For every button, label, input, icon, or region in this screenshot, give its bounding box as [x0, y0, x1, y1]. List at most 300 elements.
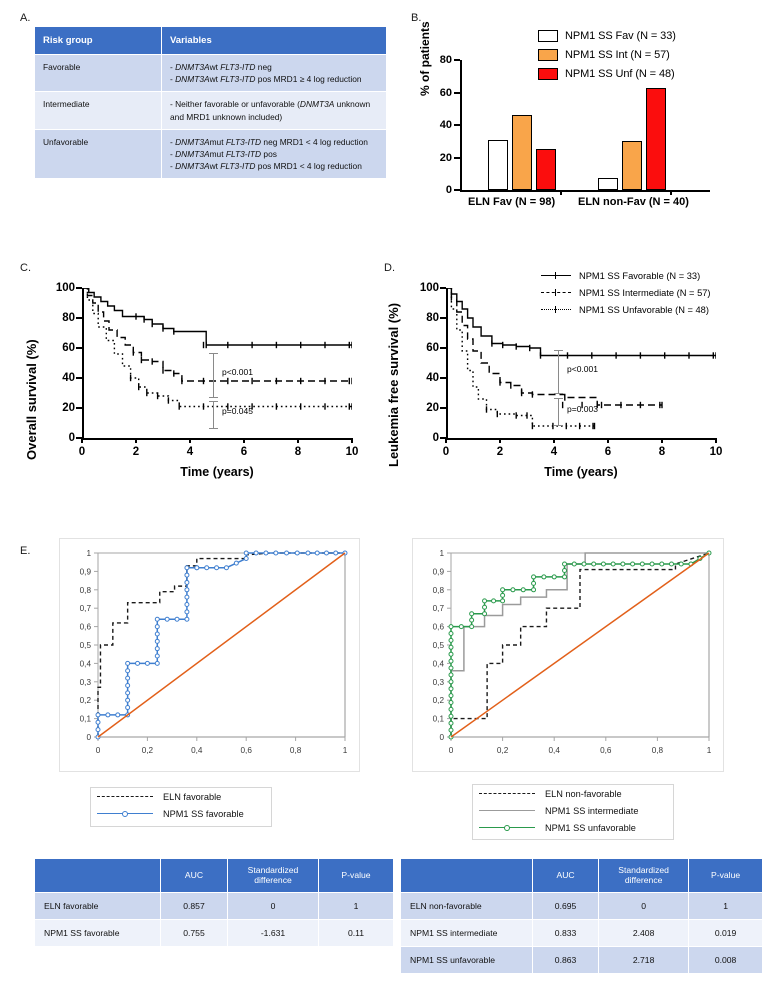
legend-label: ELN favorable	[163, 791, 222, 802]
panel-b-bar-chart	[418, 21, 750, 208]
roc-marker	[155, 632, 159, 636]
roc-marker	[449, 680, 453, 684]
x-tick-label: ELN Fav (N = 98)	[468, 196, 556, 208]
roc-marker	[96, 713, 100, 717]
roc-marker	[552, 575, 556, 579]
panel-b-letter: B.	[411, 12, 422, 24]
y-tick	[440, 377, 446, 379]
auc-right-table	[400, 858, 763, 974]
risk-group-favorable: Favorable	[35, 55, 162, 92]
panel-e-letter: E.	[20, 545, 31, 557]
roc-left-legend	[90, 787, 272, 827]
roc-marker	[145, 661, 149, 665]
y-tick	[76, 407, 82, 409]
table-row	[401, 946, 763, 973]
x-tick-label: 10	[709, 446, 723, 458]
roc-marker	[96, 728, 100, 732]
auc-left-row1-auc: 0.755	[161, 919, 228, 946]
x-tick	[297, 438, 299, 443]
auc-left-header-row	[35, 859, 394, 893]
roc-y-tick-label: 0,3	[432, 677, 444, 687]
roc-y-tick-label: 0,8	[432, 585, 444, 595]
y-tick	[454, 92, 460, 94]
roc-marker	[324, 551, 328, 555]
roc-marker	[582, 562, 586, 566]
roc-marker	[679, 562, 683, 566]
roc-marker	[449, 707, 453, 711]
y-tick	[454, 124, 460, 126]
roc-marker	[185, 603, 189, 607]
km-series-1	[82, 288, 352, 381]
roc-x-tick-label: 0,6	[600, 746, 612, 755]
km-series-0	[446, 288, 716, 356]
y-tick-label: 100	[419, 282, 439, 294]
legend-label: NPM1 SS Unfavorable (N = 48)	[579, 304, 709, 315]
variable-line: - DNMT3Amut FLT3-ITD pos	[170, 148, 277, 159]
roc-y-tick-label: 0	[86, 733, 91, 742]
bar-0-2	[536, 149, 556, 190]
legend-key-solid	[479, 806, 535, 816]
legend-item	[473, 819, 673, 836]
risk-table	[34, 26, 387, 179]
km-series-2	[82, 288, 352, 407]
roc-marker	[631, 562, 635, 566]
roc-marker	[449, 645, 453, 649]
roc-x-tick-label: 1	[342, 746, 348, 755]
roc-x-tick-label: 0	[448, 746, 454, 755]
roc-marker	[295, 551, 299, 555]
variable-line: - Neither favorable or unfavorable (DNMT3A unknown and MRD1 unknown included)	[170, 99, 371, 122]
roc-marker	[660, 562, 664, 566]
roc-x-tick-label: 0,8	[651, 746, 664, 755]
roc-marker	[563, 575, 567, 579]
roc-marker	[449, 673, 453, 677]
roc-marker	[155, 647, 159, 651]
roc-x-tick-label: 0,4	[548, 746, 560, 755]
y-tick-label: 20	[439, 151, 452, 164]
table-row	[401, 919, 763, 946]
legend-label: NPM1 SS Fav (N = 33)	[565, 29, 676, 42]
roc-y-tick-label: 0,3	[79, 677, 91, 687]
auc-left-row0-auc: 0.857	[161, 892, 228, 919]
km-d-x-axis	[446, 438, 716, 440]
roc-marker	[572, 562, 576, 566]
bar-1-1	[622, 141, 642, 190]
roc-marker	[264, 551, 268, 555]
roc-marker	[521, 588, 525, 592]
roc-marker	[155, 661, 159, 665]
auc-right-row0-auc: 0.695	[533, 892, 599, 919]
table-row	[35, 129, 387, 179]
roc-y-tick-label: 0,1	[432, 714, 444, 724]
roc-y-tick-label: 0,8	[79, 585, 91, 595]
y-tick	[440, 287, 446, 289]
roc-marker	[449, 652, 453, 656]
y-tick	[76, 377, 82, 379]
roc-y-tick-label: 1	[86, 549, 91, 558]
roc-marker	[185, 588, 189, 592]
risk-variables-favorable	[162, 55, 387, 92]
roc-marker	[449, 638, 453, 642]
y-tick	[76, 347, 82, 349]
legend-swatch-int	[538, 49, 558, 61]
roc-marker	[116, 713, 120, 717]
auc-left-header-blank	[35, 859, 161, 893]
legend-label: ELN non-favorable	[545, 788, 622, 799]
variable-line: - DNMT3Amut FLT3-ITD neg MRD1 < 4 log reduction	[170, 136, 368, 147]
km-series-1	[446, 288, 662, 405]
x-tick	[499, 438, 501, 443]
roc-x-tick-label: 0,2	[141, 746, 154, 755]
auc-right-header-sd: Standardized difference	[599, 859, 689, 893]
table-row	[35, 892, 394, 919]
roc-marker	[185, 580, 189, 584]
x-tick-label: 8	[658, 446, 666, 458]
roc-marker	[244, 557, 248, 561]
auc-left-row1-name: NPM1 SS favorable	[35, 919, 161, 946]
legend-item	[538, 26, 676, 45]
auc-right-row1-name: NPM1 SS intermediate	[401, 919, 533, 946]
legend-label: NPM1 SS favorable	[163, 808, 244, 819]
km-c-pvalue-bracket-2	[213, 401, 214, 429]
panel-c-letter: C.	[20, 262, 31, 274]
roc-marker	[244, 551, 248, 555]
y-tick-label: 80	[62, 312, 75, 324]
x-tick-label: 2	[132, 446, 140, 458]
roc-marker	[165, 617, 169, 621]
roc-marker	[640, 562, 644, 566]
legend-item	[473, 802, 673, 819]
km-d-x-axis-label: Time (years)	[544, 465, 618, 479]
roc-marker	[492, 599, 496, 603]
roc-y-tick-label: 0,2	[79, 696, 91, 706]
roc-marker	[501, 588, 505, 592]
roc-marker	[501, 593, 505, 597]
legend-item	[91, 788, 271, 805]
km-d-pvalue-bracket-1	[558, 350, 559, 394]
x-tick-label: 4	[550, 446, 558, 458]
y-tick-label: 40	[439, 119, 452, 131]
roc-marker	[285, 551, 289, 555]
risk-variables-intermediate	[162, 92, 387, 129]
y-tick	[76, 317, 82, 319]
km-series-0	[82, 288, 352, 345]
legend-label: NPM1 SS Intermediate (N = 57)	[579, 287, 711, 298]
legend-label: NPM1 SS Int (N = 57)	[565, 48, 670, 61]
x-tick-label: 6	[604, 446, 612, 458]
risk-group-table	[34, 26, 387, 179]
roc-left-svg	[60, 539, 359, 771]
x-tick	[445, 438, 447, 443]
roc-marker	[501, 599, 505, 603]
legend-key-solid	[97, 809, 153, 819]
y-tick-label: 0	[68, 432, 75, 444]
x-tick	[189, 438, 191, 443]
roc-marker	[215, 566, 219, 570]
legend-marker	[122, 811, 128, 817]
roc-marker	[185, 617, 189, 621]
roc-marker	[563, 568, 567, 572]
risk-variables-unfavorable	[162, 129, 387, 179]
legend-key-solid	[541, 271, 571, 281]
y-tick	[454, 157, 460, 159]
x-tick-label: 8	[294, 446, 302, 458]
km-c-y-axis-label: Overall survival (%)	[24, 339, 39, 460]
km-c-plot-area	[55, 282, 359, 458]
x-tick	[661, 438, 663, 443]
panel-d-letter: D.	[384, 262, 395, 274]
roc-y-tick-label: 0,7	[432, 604, 444, 614]
auc-right-row2-auc: 0.863	[533, 946, 599, 973]
roc-marker	[234, 561, 238, 565]
y-tick-label: 60	[426, 342, 439, 354]
roc-marker	[511, 588, 515, 592]
roc-marker	[611, 562, 615, 566]
bar-1-0	[598, 178, 618, 190]
km-c-pvalue-1: p<0.001	[222, 367, 253, 377]
legend-label: NPM1 SS unfavorable	[545, 822, 636, 833]
auc-right-header-p: P-value	[689, 859, 763, 893]
km-c-x-axis-label: Time (years)	[180, 465, 254, 479]
y-tick	[454, 59, 460, 61]
auc-right-header-auc: AUC	[533, 859, 599, 893]
roc-right-svg	[413, 539, 723, 771]
roc-x-tick-label: 0	[95, 746, 101, 755]
roc-marker	[126, 691, 130, 695]
risk-group-intermediate: Intermediate	[35, 92, 162, 129]
roc-marker	[155, 617, 159, 621]
auc-left-header-auc: AUC	[161, 859, 228, 893]
roc-marker	[185, 595, 189, 599]
panel-d-leukemia-free-survival	[384, 270, 759, 490]
x-tick-label: 4	[186, 446, 194, 458]
risk-group-unfavorable: Unfavorable	[35, 129, 162, 179]
panel-c-overall-survival	[20, 275, 380, 490]
bar-1-2	[646, 88, 666, 190]
roc-marker	[449, 701, 453, 705]
y-tick	[454, 189, 460, 191]
roc-marker	[470, 618, 474, 622]
roc-marker	[185, 566, 189, 570]
roc-marker	[306, 551, 310, 555]
roc-marker	[224, 566, 228, 570]
roc-y-tick-label: 0,9	[79, 567, 91, 577]
roc-marker	[483, 612, 487, 616]
x-tick	[715, 438, 717, 443]
risk-table-header-row	[35, 27, 387, 55]
roc-y-tick-label: 0,5	[79, 641, 91, 650]
auc-right-row2-sd: 2.718	[599, 946, 689, 973]
roc-marker	[126, 683, 130, 687]
auc-right-row0-sd: 0	[599, 892, 689, 919]
bar-0-0	[488, 140, 508, 190]
auc-table-left	[34, 858, 394, 947]
auc-left-row0-sd: 0	[228, 892, 319, 919]
x-tick	[243, 438, 245, 443]
bar-chart-y-axis-label: % of patients	[418, 21, 432, 96]
roc-y-tick-label: 0,1	[79, 714, 91, 724]
km-c-pvalue-bracket-1	[213, 353, 214, 398]
roc-marker	[195, 566, 199, 570]
roc-y-tick-label: 0	[439, 733, 444, 742]
y-tick-label: 0	[445, 184, 452, 196]
roc-marker	[470, 612, 474, 616]
table-row	[401, 892, 763, 919]
risk-table-header-variables: Variables	[162, 27, 387, 55]
auc-left-header-sd: Standardized difference	[228, 859, 319, 893]
roc-marker	[669, 562, 673, 566]
y-tick	[440, 407, 446, 409]
x-tick-label: 10	[345, 446, 359, 458]
roc-marker	[155, 625, 159, 629]
roc-x-tick-label: 0,8	[289, 746, 302, 755]
roc-marker	[315, 551, 319, 555]
variable-line: - DNMT3Awt FLT3-ITD pos MRD1 < 4 log reduction	[170, 161, 362, 172]
roc-marker	[175, 617, 179, 621]
roc-marker	[96, 720, 100, 724]
legend-swatch-fav	[538, 30, 558, 42]
y-tick-label: 0	[432, 432, 439, 444]
roc-marker	[126, 661, 130, 665]
roc-series-3	[451, 553, 709, 737]
km-c-curves	[82, 288, 352, 438]
auc-right-row2-name: NPM1 SS unfavorable	[401, 946, 533, 973]
roc-marker	[449, 687, 453, 691]
auc-left-row1-sd: -1.631	[228, 919, 319, 946]
auc-left-table	[34, 858, 394, 947]
table-row	[35, 919, 394, 946]
auc-left-row1-p: 0.11	[319, 919, 394, 946]
y-tick-label: 40	[62, 372, 75, 384]
y-tick-label: 80	[426, 312, 439, 324]
roc-marker	[274, 551, 278, 555]
table-row	[35, 92, 387, 129]
roc-marker	[592, 562, 596, 566]
y-tick	[76, 287, 82, 289]
roc-marker	[532, 588, 536, 592]
roc-y-tick-label: 0,4	[432, 659, 444, 669]
panel-a-letter: A.	[20, 12, 31, 24]
auc-right-row1-sd: 2.408	[599, 919, 689, 946]
auc-right-row1-p: 0.019	[689, 919, 763, 946]
legend-marker	[504, 825, 510, 831]
roc-y-tick-label: 0,6	[79, 622, 91, 632]
roc-marker	[449, 721, 453, 725]
roc-marker	[621, 562, 625, 566]
legend-item	[541, 267, 711, 284]
roc-marker	[126, 706, 130, 710]
y-tick	[440, 317, 446, 319]
auc-left-header-p: P-value	[319, 859, 394, 893]
roc-x-tick-label: 0,4	[191, 746, 203, 755]
km-d-pvalue-2: p=0.003	[567, 404, 598, 414]
x-tick	[351, 438, 353, 443]
roc-marker	[483, 605, 487, 609]
y-tick-label: 20	[426, 402, 439, 414]
legend-label: NPM1 SS Favorable (N = 33)	[579, 270, 701, 281]
x-tick-label: 2	[496, 446, 504, 458]
roc-chart-right	[412, 538, 724, 772]
roc-marker	[532, 581, 536, 585]
legend-key-dashed	[479, 789, 535, 799]
legend-label: NPM1 SS Unf (N = 48)	[565, 67, 675, 80]
roc-marker	[126, 669, 130, 673]
auc-right-row1-auc: 0.833	[533, 919, 599, 946]
y-tick	[440, 347, 446, 349]
bar-chart-y-axis	[460, 60, 462, 190]
roc-marker	[334, 551, 338, 555]
legend-label: NPM1 SS intermediate	[545, 805, 639, 816]
roc-marker	[126, 676, 130, 680]
bar-chart-x-axis	[460, 190, 710, 192]
variable-line: - DNMT3Awt FLT3-ITD neg	[170, 62, 272, 72]
roc-chart-left	[59, 538, 360, 772]
auc-right-header-row	[401, 859, 763, 893]
x-tick	[81, 438, 83, 443]
roc-marker	[483, 599, 487, 603]
roc-marker	[449, 625, 453, 629]
roc-marker	[449, 659, 453, 663]
x-tick	[670, 190, 672, 195]
bar-0-1	[512, 115, 532, 190]
legend-item	[473, 785, 673, 802]
roc-marker	[459, 625, 463, 629]
x-tick-label: ELN non-Fav (N = 40)	[578, 196, 689, 208]
roc-marker	[155, 654, 159, 658]
roc-marker	[155, 639, 159, 643]
km-d-plot-area	[419, 282, 723, 458]
auc-left-row0-p: 1	[319, 892, 394, 919]
roc-marker	[449, 632, 453, 636]
km-c-x-axis	[82, 438, 352, 440]
roc-marker	[449, 728, 453, 732]
roc-marker	[185, 610, 189, 614]
roc-y-tick-label: 0,2	[432, 696, 444, 706]
km-d-y-axis-label: Leukemia free survival (%)	[386, 302, 401, 467]
roc-y-tick-label: 0,7	[79, 604, 91, 614]
auc-left-row0-name: ELN favorable	[35, 892, 161, 919]
roc-marker	[106, 713, 110, 717]
auc-table-right	[400, 858, 763, 974]
roc-marker	[205, 566, 209, 570]
legend-item	[91, 805, 271, 822]
roc-marker	[449, 666, 453, 670]
y-tick-label: 20	[62, 402, 75, 414]
roc-x-tick-label: 0,2	[496, 746, 509, 755]
legend-key-solid	[479, 823, 535, 833]
roc-marker	[542, 575, 546, 579]
table-row	[35, 55, 387, 92]
y-tick-label: 60	[62, 342, 75, 354]
km-d-pvalue-1: p<0.001	[567, 364, 598, 374]
roc-marker	[563, 562, 567, 566]
y-tick-label: 60	[439, 86, 452, 99]
km-d-curves	[446, 288, 716, 438]
roc-marker	[650, 562, 654, 566]
roc-y-tick-label: 0,5	[432, 641, 444, 650]
y-tick-label: 100	[55, 282, 75, 294]
roc-y-tick-label: 0,6	[432, 622, 444, 632]
x-tick-label: 6	[240, 446, 248, 458]
roc-x-tick-label: 0,6	[240, 746, 252, 755]
roc-marker	[532, 575, 536, 579]
auc-right-row0-p: 1	[689, 892, 763, 919]
x-tick-label: 0	[78, 446, 86, 458]
roc-y-tick-label: 1	[439, 549, 444, 558]
variable-line: - DNMT3Awt FLT3-ITD pos MRD1 ≥ 4 log reduction	[170, 74, 362, 85]
roc-marker	[126, 698, 130, 702]
y-tick-label: 40	[426, 372, 439, 384]
